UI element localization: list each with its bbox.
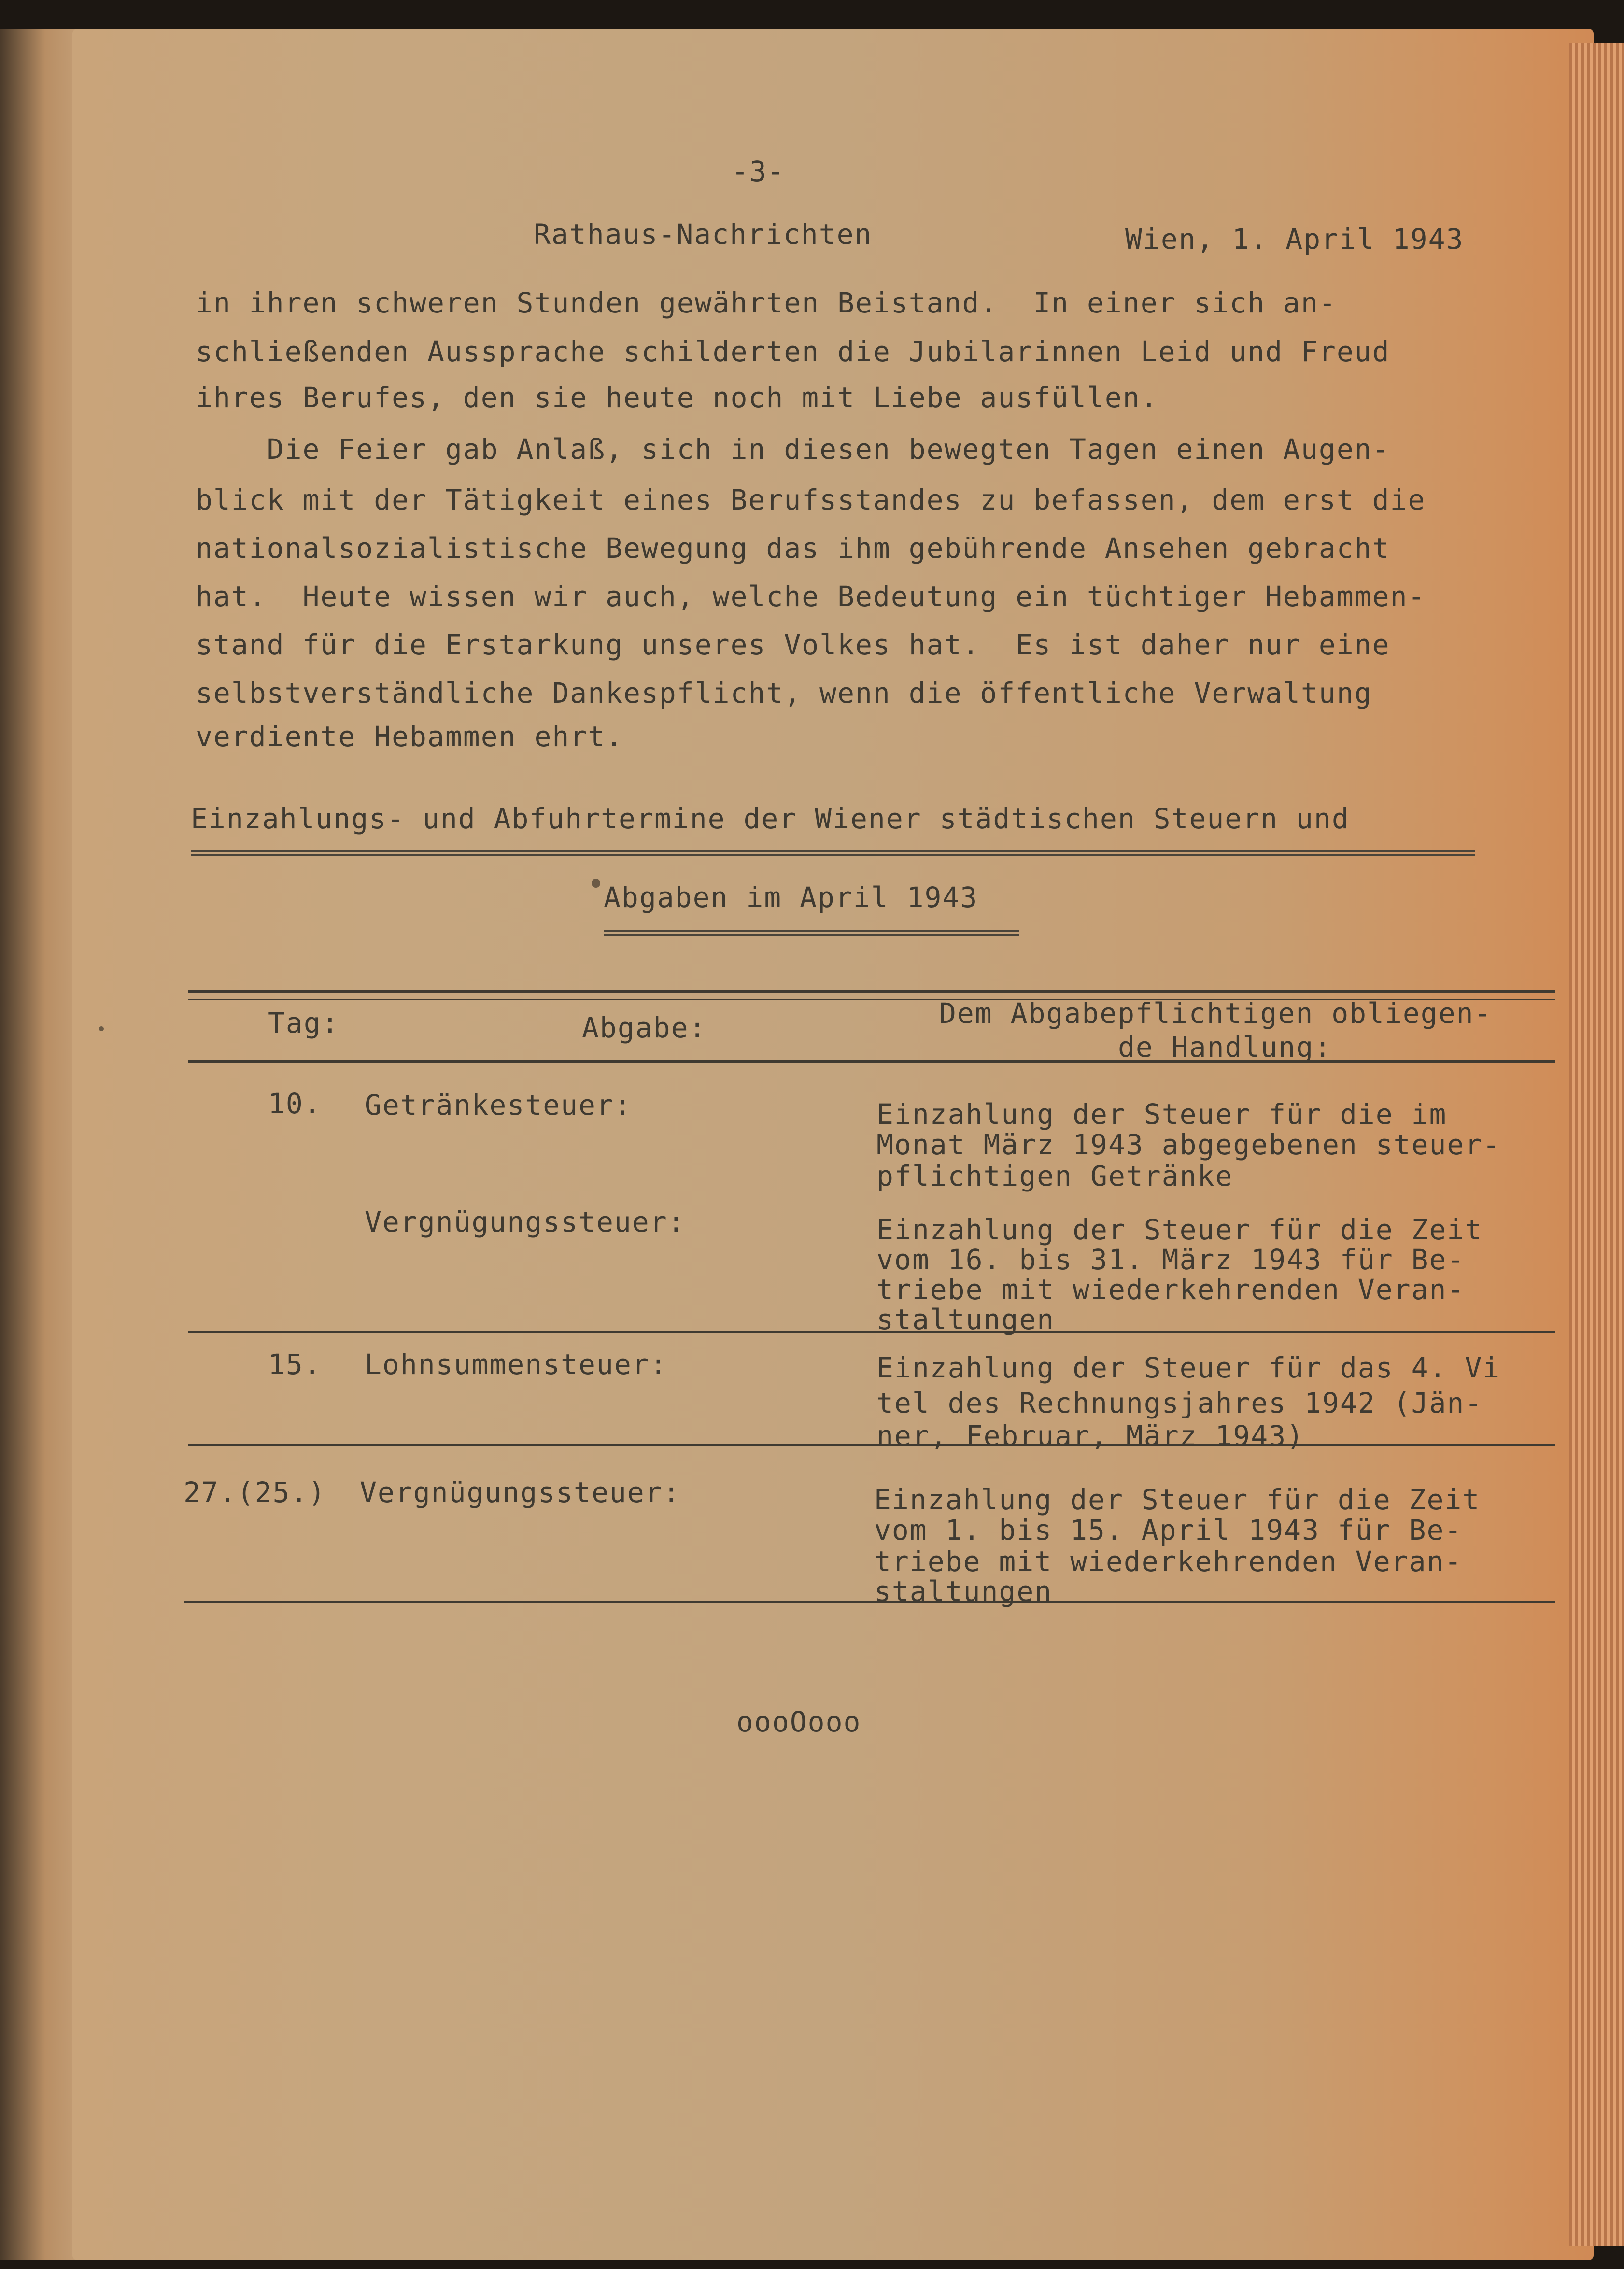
section-title-underline <box>604 930 1019 936</box>
row-day: 10. <box>268 1087 322 1120</box>
row-action: vom 16. bis 31. März 1943 für Be- <box>876 1243 1465 1276</box>
paragraph-line: nationalsozialistische Bewegung das ihm gebührende Ansehen gebracht <box>196 532 1390 565</box>
header-title: Rathaus-Nachrichten <box>534 218 873 251</box>
row-day: 15. <box>268 1348 322 1381</box>
table-rule-header <box>188 1060 1555 1063</box>
row-day: 27.(25.) <box>184 1476 326 1509</box>
row-action: Einzahlung der Steuer für die im <box>876 1098 1447 1131</box>
row-action: vom 1. bis 15. April 1943 für Be- <box>874 1514 1463 1546</box>
table-rule-bottom <box>184 1601 1555 1603</box>
header-action: Dem Abgabepflichtigen obliegen- <box>939 997 1492 1030</box>
header-date: Wien, 1. April 1943 <box>1125 223 1464 255</box>
row-action: Einzahlung der Steuer für das 4. Vi <box>876 1351 1501 1384</box>
row-action: Einzahlung der Steuer für die Zeit <box>876 1213 1483 1246</box>
row-action: tel des Rechnungsjahres 1942 (Jän- <box>876 1387 1483 1419</box>
paragraph-line: stand für die Erstarkung unseres Volkes hat. Es ist daher nur eine <box>196 628 1390 661</box>
table-row-divider <box>188 1331 1555 1333</box>
paragraph-line: schließenden Aussprache schilderten die Jubilarinnen Leid und Freud <box>196 335 1390 368</box>
paragraph-line: selbstverständliche Dankespflicht, wenn die öffentliche Verwaltung <box>196 677 1372 709</box>
row-action: Monat März 1943 abgegebenen steuer- <box>876 1128 1501 1161</box>
row-action: triebe mit wiederkehrenden Veran- <box>876 1273 1465 1306</box>
paragraph-line: hat. Heute wissen wir auch, welche Bedeutung ein tüchtiger Hebammen- <box>196 580 1426 613</box>
row-action: staltungen <box>874 1575 1053 1608</box>
table-row-divider <box>188 1444 1555 1446</box>
row-action: pflichtigen Getränke <box>876 1160 1233 1192</box>
section-title-line2: Abgaben im April 1943 <box>604 881 978 914</box>
table-rule-top <box>188 990 1555 993</box>
header-day: Tag: <box>268 1007 339 1039</box>
end-mark: oooOooo <box>736 1705 861 1738</box>
paragraph-line: blick mit der Tätigkeit eines Berufsstandes zu befassen, dem erst die <box>196 483 1426 516</box>
header-action: de Handlung: <box>1118 1031 1332 1064</box>
paragraph-line: in ihren schweren Stunden gewährten Beistand. In einer sich an- <box>196 286 1337 319</box>
section-title-line1: Einzahlungs- und Abfuhrtermine der Wiener städtischen Steuern und <box>191 802 1350 835</box>
paragraph-line: verdiente Hebammen ehrt. <box>196 720 624 753</box>
row-levy: Vergnügungssteuer: <box>365 1205 686 1238</box>
row-action: Einzahlung der Steuer für die Zeit <box>874 1483 1481 1516</box>
punch-hole <box>99 1026 104 1031</box>
header-levy: Abgabe: <box>582 1011 707 1044</box>
punch-hole <box>592 879 600 888</box>
row-levy: Lohnsummensteuer: <box>365 1348 668 1381</box>
page-number: -3- <box>732 155 785 188</box>
row-action: triebe mit wiederkehrenden Veran- <box>874 1545 1463 1578</box>
section-title-underline <box>191 850 1475 856</box>
row-action: ner, Februar, März 1943) <box>876 1419 1305 1452</box>
row-levy: Getränkesteuer: <box>365 1089 632 1121</box>
paragraph-line: Die Feier gab Anlaß, sich in diesen bewegten Tagen einen Augen- <box>196 433 1390 466</box>
row-levy: Vergnügungssteuer: <box>360 1476 681 1509</box>
binding-gutter <box>0 29 82 2260</box>
page-edges <box>1569 43 1624 2246</box>
paragraph-line: ihres Berufes, den sie heute noch mit Liebe ausfüllen. <box>196 381 1158 414</box>
row-action: staltungen <box>876 1303 1055 1336</box>
